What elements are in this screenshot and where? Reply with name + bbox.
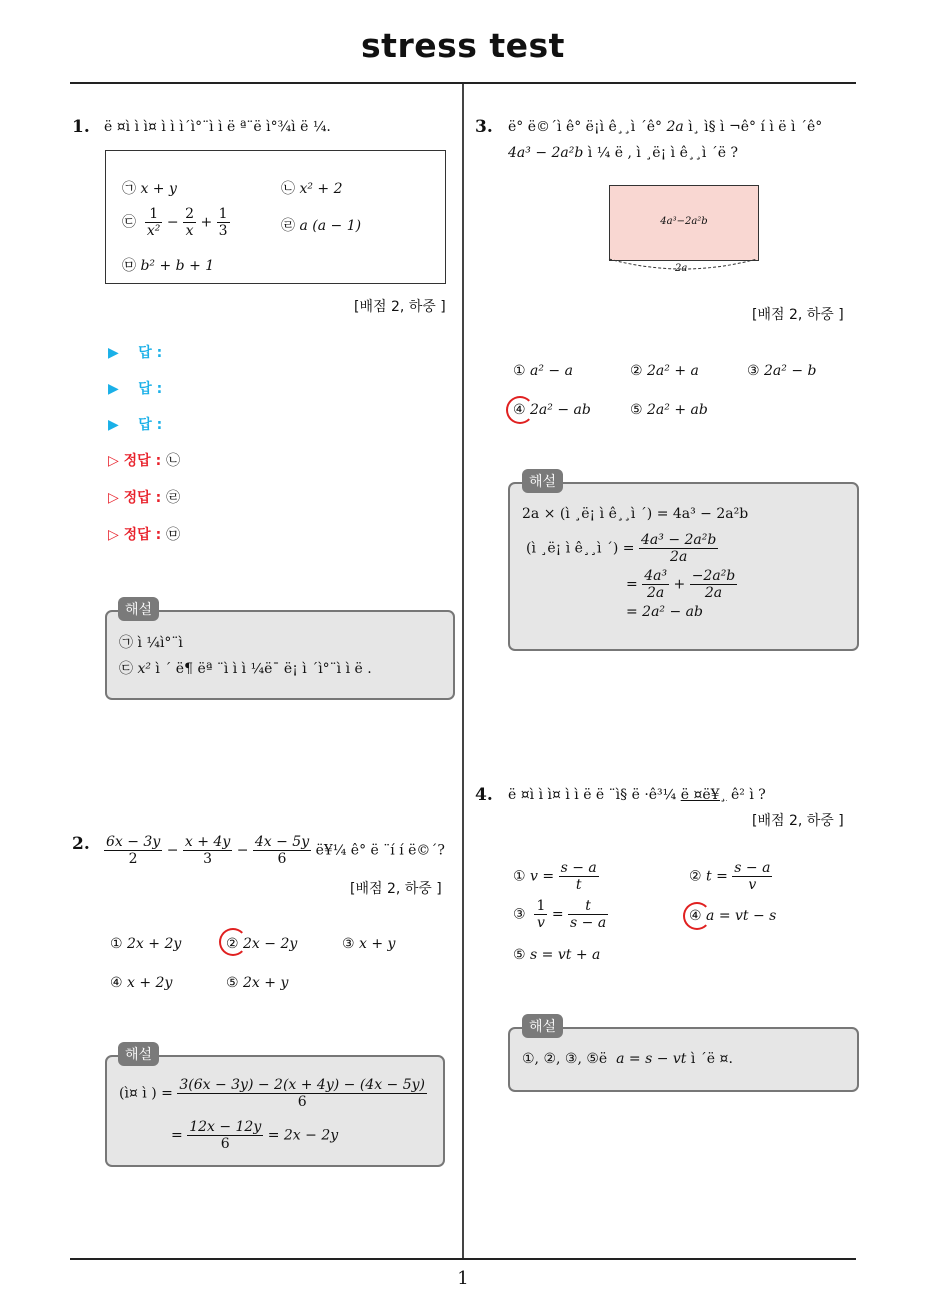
solution-tag: 해설 [118,1042,159,1066]
q3-choice-1[interactable]: ① a² − a [513,363,573,379]
solution-tag: 해설 [118,597,159,621]
question-4-meta: [배점 2, 하중 ] [752,813,844,829]
rectangle-width-label: 2a [675,263,688,274]
correct-answer-row-2: ▷ 정답 : ㉣ [108,490,181,506]
solution-line-2: (ì ¸ë¡ ì ê¸¸ì ´) = $\frac{\text{4a³ − 2a²b}}{2a}$ [526,532,717,565]
q3-choice-2[interactable]: ② 2a² + a [630,363,699,379]
solution-line-2: = $\frac{12x - 12y}{6}$ = 2x − 2y [171,1119,339,1152]
q4-choice-2[interactable]: ② t = $\frac{s - a}{v}$ [689,860,771,893]
play-arrow-icon: ▶ [108,345,119,361]
outline-arrow-icon: ▷ [108,490,119,506]
question-2-meta: [배점 2, 하중 ] [350,881,442,897]
question-3-solution-box [508,482,859,651]
expr-option-4: ㉣ a (a − 1) [281,218,362,234]
q3-choice-5[interactable]: ⑤ 2a² + ab [630,402,708,418]
solution-tag: 해설 [522,1014,563,1038]
q3-choice-3[interactable]: ③ 2a² − b [747,363,817,379]
question-3-text-line-1: ë° ë©´ì ê° ë¡ì ê¸¸ì ´ê° 2a ì¸ ì§ ì ¬ê° í ì ë ì ´ê° [508,119,823,135]
question-1-text: ë ¤ì ì ì¤ ì ì ì´ì°¨ì ì ë ª¨ë ì°¾ì ë ¼. [104,119,331,135]
expr-option-5: ㉤ b² + b + 1 [122,258,215,274]
expr-option-1: ㉠ x + y [122,181,177,197]
selected-mark-icon [506,396,534,424]
play-arrow-icon: ▶ [108,417,119,433]
column-divider [462,84,464,1258]
solution-line-1: (ì¤ ì ) = $\frac{3(6x - 3y) - 2(x + 4y) - (4x - 5y)}{6}$ [119,1077,426,1110]
selected-mark-icon [219,928,247,956]
q4-choice-1[interactable]: ① v = $\frac{s - a}{t}$ [513,860,597,893]
expr-option-2: ㉡ x² + 2 [281,181,343,197]
play-arrow-icon: ▶ [108,381,119,397]
q4-choice-4[interactable]: ④ a = vt − s [689,908,777,924]
answer-row-1: ▶ 답 : [108,345,163,361]
solution-line-4: = 2a² − ab [626,604,703,620]
q2-choice-1[interactable]: ① 2x + 2y [110,936,182,952]
rectangle-area-label: 4a³−2a²b [660,216,708,227]
solution-line-1: 2a × (ì ¸ë¡ ì ê¸¸ì ´) = 4a³ − 2a²b [522,506,749,522]
q3-choice-4[interactable]: ④ 2a² − ab [513,402,591,418]
solution-line-1: ㉠ ì ¼ì°¨ì [119,635,183,651]
question-2-expression: $\frac{6x - 3y}{2}$ − $\frac{x + 4y}{3}$ − $\frac{4x - 5y}{6}$ ë¥¼ ê° ë ¨í í ë©´? [106,834,445,867]
question-4-number: 4. [475,785,493,805]
question-3-number: 3. [475,117,493,137]
page-title: stress test [361,26,565,65]
q4-choice-5[interactable]: ⑤ s = vt + a [513,947,601,963]
q2-choice-2[interactable]: ② 2x − 2y [226,936,298,952]
selected-mark-icon [683,902,711,930]
expr-option-3: ㉢ $\frac{1}{\text{x²}}$ − $\frac{2}{x}$ + $\frac{1}{3}$ [122,206,228,239]
solution-line-2: ㉢ x² ì ´ ë¶ ëª ¨ì ì ì ¼ë¯ ë¡ ì ´ì°¨ì ì ë . [119,661,372,677]
q2-choice-3[interactable]: ③ x + y [342,936,396,952]
outline-arrow-icon: ▷ [108,453,119,469]
solution-line-1: ①, ②, ③, ⑤ë a = s − vt ì ´ë ¤. [522,1051,733,1067]
page-number: 1 [457,1268,469,1289]
q2-choice-4[interactable]: ④ x + 2y [110,975,173,991]
correct-answer-row-3: ▷ 정답 : ㉤ [108,527,181,543]
answer-row-3: ▶ 답 : [108,417,163,433]
q4-choice-3[interactable]: ③ $\frac{1}{v}$ = $\frac{t}{s - a}$ [513,898,607,931]
question-4-text: ë ¤ì ì ì¤ ì ì ë ë ¨ì§ ë ·ê³¼ ë ¤ë¥¸ ê² ì ? [508,787,766,803]
question-3-meta: [배점 2, 하중 ] [752,307,844,323]
question-1-number: 1. [72,117,90,137]
question-1-expression-box [105,150,446,284]
correct-answer-row-1: ▷ 정답 : ㉡ [108,453,181,469]
q2-choice-5[interactable]: ⑤ 2x + y [226,975,289,991]
question-2-number: 2. [72,834,90,854]
question-3-text-line-2: 4a³ − 2a²b ì ¼ ë , ì ¸ë¡ ì ê¸¸ì ´ë ? [508,145,739,161]
question-1-solution-box [105,610,455,700]
outline-arrow-icon: ▷ [108,527,119,543]
footer-rule [70,1258,856,1260]
question-1-meta: [배점 2, 하중 ] [354,299,446,315]
solution-tag: 해설 [522,469,563,493]
answer-row-2: ▶ 답 : [108,381,163,397]
rectangle-figure [609,185,759,261]
solution-line-3: = $\frac{\text{4a³}}{2a}$ + $\frac{\text{−2a²b}}{2a}$ [626,568,736,601]
question-2-solution-box [105,1055,445,1167]
